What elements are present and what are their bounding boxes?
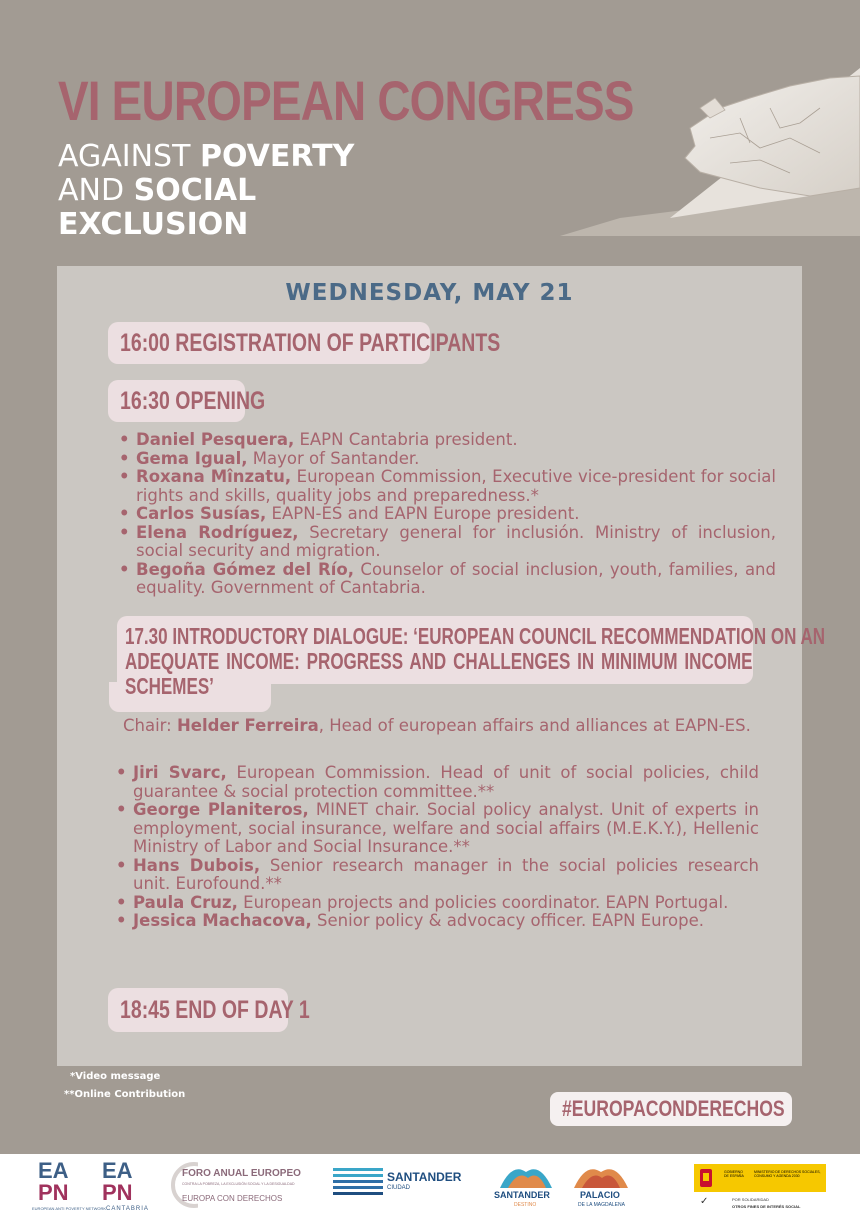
eapn-logo-caption: EUROPEAN ANTI POVERTY NETWORK xyxy=(32,1206,107,1211)
santander-destino-caption: DESTINO xyxy=(514,1202,537,1208)
gobierno-left: GOBIERNO DE ESPAÑA xyxy=(724,1170,744,1178)
europe-map-icon xyxy=(560,68,860,236)
speaker-name: Carlos Susías, xyxy=(136,504,267,523)
list-item xyxy=(113,764,759,801)
program-panel xyxy=(57,266,826,1066)
speaker-name: Roxana Mînzatu, xyxy=(136,467,292,486)
santander-ciudad-title: SANTANDER xyxy=(387,1170,462,1184)
spain-crest-icon xyxy=(698,1167,714,1189)
speaker-role: MINET chair. Social policy analyst. Unit of experts in employment, social insurance, welfare and social affairs (M.E.K.Y.), Hellenic Ministry of Labor and Social Insurance.** xyxy=(133,800,759,856)
foro-line: CONTRA LA POBREZA, LA EXCLUSIÓN SOCIAL Y LA DESIGUALDAD xyxy=(182,1182,295,1186)
speaker-role: European projects and policies coordinator. EAPN Portugal. xyxy=(237,892,729,912)
palacio-title: PALACIO xyxy=(580,1190,620,1200)
dialogue-title-line-3: SCHEMES’ xyxy=(125,673,214,699)
program-date: WEDNESDAY, MAY 21 xyxy=(285,280,574,306)
eapn-cantabria-logo xyxy=(100,1158,150,1214)
sponsor-logo-bar xyxy=(0,1154,860,1216)
speaker-name: George Planiteros, xyxy=(133,800,309,819)
palacio-magdalena-logo xyxy=(568,1162,634,1212)
speaker-role: EAPN-ES and EAPN Europe president. xyxy=(266,504,580,523)
gobierno-sub1: POR SOLIDARIDAD xyxy=(732,1197,769,1202)
list-item xyxy=(116,505,776,524)
opening-speaker-list xyxy=(116,431,776,598)
speaker-name: Elena Rodríguez, xyxy=(136,522,299,542)
santander-ciudad-stripes-icon xyxy=(333,1166,383,1202)
list-item xyxy=(116,561,776,598)
speaker-name: Jiri Svarc, xyxy=(133,763,227,782)
speaker-role: EAPN Cantabria president. xyxy=(294,430,518,449)
speaker-role: European Commission. Head of unit of social policies, child guarantee & social protection committee.** xyxy=(133,763,759,801)
hashtag-label: #EUROPACONDERECHOS xyxy=(562,1096,785,1121)
list-item xyxy=(113,894,759,913)
congress-title: VI EUROPEAN CONGRESS xyxy=(58,69,634,132)
list-item xyxy=(113,801,759,857)
end-of-day-tag xyxy=(108,988,310,1032)
speaker-role: Senior research manager in the social policies research unit. Eurofound.** xyxy=(133,855,759,893)
speaker-name: Begoña Gómez del Río, xyxy=(136,559,355,579)
eapn-cantabria-bottom: PN xyxy=(102,1180,133,1205)
eapn-logo-top: EA xyxy=(38,1158,69,1183)
hashtag-badge xyxy=(550,1092,792,1126)
opening-tag xyxy=(108,380,266,422)
speaker-name: Daniel Pesquera, xyxy=(136,430,295,449)
end-of-day-label: 18:45 END OF DAY 1 xyxy=(120,996,310,1024)
gobierno-logo xyxy=(694,1164,826,1212)
palacio-caption: DE LA MAGDALENA xyxy=(578,1202,625,1208)
list-item xyxy=(116,450,776,469)
eapn-logo xyxy=(32,1158,107,1214)
subtitle-bold-3: EXCLUSION xyxy=(58,207,249,242)
subtitle-bold-1: POVERTY xyxy=(199,139,355,174)
santander-ciudad-caption: CIUDAD xyxy=(387,1185,411,1191)
note-video-message: *Video message xyxy=(70,1071,161,1082)
speaker-role: European Commission, Executive vice-president for social rights and skills, quality jobs and preparedness.* xyxy=(136,467,776,505)
congress-subtitle xyxy=(58,140,354,242)
list-item xyxy=(113,857,759,894)
eapn-logo-bottom: PN xyxy=(38,1180,69,1205)
gobierno-sub2: OTROS FINES DE INTERÉS SOCIAL xyxy=(732,1204,801,1209)
gobierno-right: MINISTERIO DE DERECHOS SOCIALES, CONSUMO Y AGENDA 2030 xyxy=(754,1170,821,1178)
eapn-cantabria-top: EA xyxy=(102,1158,133,1183)
dialogue-chair xyxy=(123,716,781,735)
check-icon: ✓ xyxy=(700,1196,709,1207)
speaker-role: Senior policy & advocacy officer. EAPN Europe. xyxy=(311,911,705,930)
santander-destino-icon xyxy=(498,1162,554,1188)
speaker-role: Secretary general for inclusión. Ministry of inclusion, social security and migration. xyxy=(136,522,776,560)
speaker-role: Counselor of social inclusion, youth, families, and equality. Government of Cantabria. xyxy=(136,559,776,597)
foro-title: FORO ANUAL EUROPEO xyxy=(182,1168,301,1179)
chair-role: , Head of european affairs and alliances at EAPN-ES. xyxy=(318,716,751,735)
registration-tag xyxy=(108,322,501,364)
chair-name: Helder Ferreira xyxy=(176,716,319,735)
opening-label: 16:30 OPENING xyxy=(120,387,266,415)
list-item xyxy=(116,524,776,561)
note-online-contribution: **Online Contribution xyxy=(64,1089,186,1100)
dialogue-speaker-list xyxy=(113,764,759,931)
speaker-name: Gema Igual, xyxy=(136,448,248,468)
subtitle-light-1: AGAINST xyxy=(58,139,200,174)
eapn-cantabria-caption: CANTABRIA xyxy=(106,1206,149,1212)
speaker-name: Jessica Machacova, xyxy=(133,911,312,930)
registration-label: 16:00 REGISTRATION OF PARTICIPANTS xyxy=(120,329,501,357)
palacio-magdalena-icon xyxy=(572,1162,630,1188)
santander-destino-title: SANTANDER xyxy=(494,1190,550,1200)
subtitle-light-2: AND xyxy=(58,173,134,208)
list-item xyxy=(116,468,776,505)
speaker-name: Hans Dubois, xyxy=(133,855,261,875)
foro-caption: EUROPA CON DERECHOS xyxy=(182,1194,283,1203)
chair-label: Chair: xyxy=(123,716,177,735)
foro-anual-logo xyxy=(168,1160,308,1212)
dialogue-title-line-2: ADEQUATE INCOME: PROGRESS AND CHALLENGES IN MINIMUM INCOME xyxy=(125,648,753,674)
speaker-role: Mayor of Santander. xyxy=(247,448,420,468)
list-item xyxy=(113,912,759,931)
dialogue-title-line-1: 17.30 INTRODUCTORY DIALOGUE: ‘EUROPEAN COUNCIL RECOMMENDATION ON AN xyxy=(125,623,826,649)
list-item xyxy=(116,431,776,450)
subtitle-bold-2: SOCIAL xyxy=(133,173,257,208)
santander-destino-logo xyxy=(494,1162,558,1212)
dialogue-tag xyxy=(117,616,826,699)
santander-ciudad-logo xyxy=(333,1166,473,1206)
speaker-name: Paula Cruz, xyxy=(133,892,238,912)
